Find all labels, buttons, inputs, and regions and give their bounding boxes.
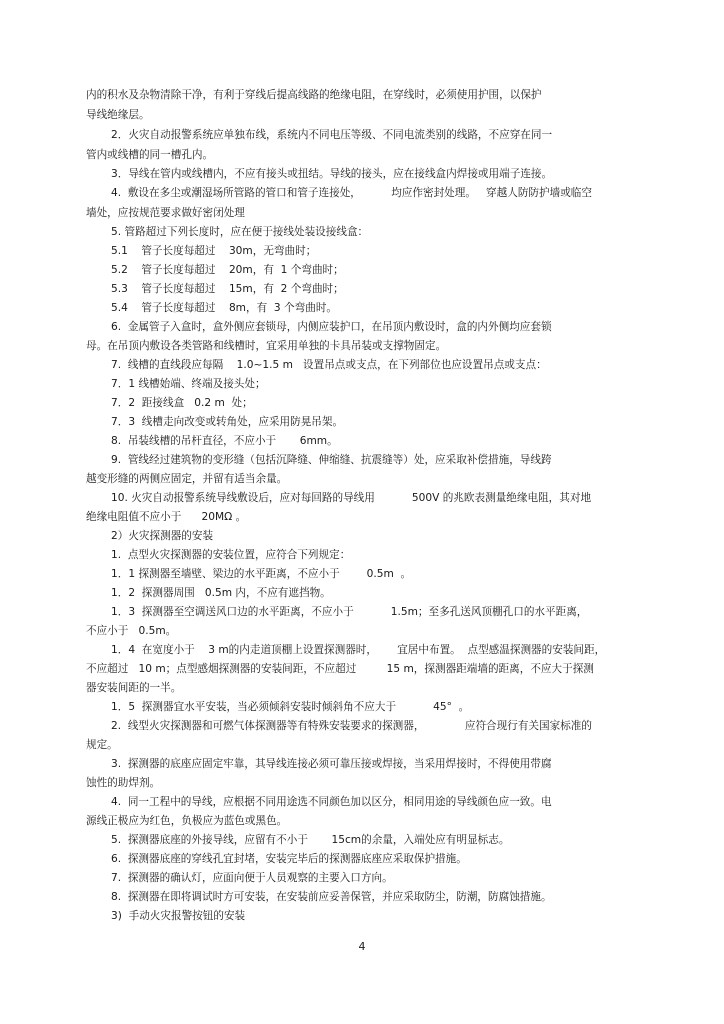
text-line: 4. 同一工程中的导线，应根据不同用途选不同颜色加以区分，相同用途的导线颜色应一致。电 <box>111 796 552 808</box>
text-line: 1．3 探测器至空调送风口边的水平距离，不应小于 1.5m；至多孔送风顶棚孔口的水平距离， <box>111 606 588 618</box>
text-line: 内的积水及杂物清除干净，有利于穿线后提高线路的绝缘电阻，在穿线时，必须使用护围，以保护 <box>86 89 542 101</box>
text-line: 4. 敷设在多尘或潮湿场所管路的管口和管子连接处， 均应作密封处理。 穿越人防防护墙或临空 <box>111 187 592 199</box>
text-line: 1．5 探测器宜水平安装，当必须倾斜安装时倾斜角不应大于 45° 。 <box>111 701 470 713</box>
text-line: 9. 管线经过建筑物的变形缝（包括沉降缝、伸缩缝、抗震缝等）处，应采取补偿措施，导线跨 <box>111 454 552 466</box>
text-line: 8. 探测器在即将调试时方可安装，在安装前应妥善保管，并应采取防尘，防潮，防腐蚀措施。 <box>111 891 552 903</box>
page-number: 4 <box>358 940 366 953</box>
section-heading: 3) 手动火灾报警按钮的安装 <box>111 910 246 922</box>
text-line: 不应超过 10 m；点型感烟探测器的安装间距，不应超过 15 m，探测器距端墙的距离，不应大于探测 <box>86 663 594 675</box>
text-line: 管内或线槽的同一槽孔内。 <box>86 149 214 161</box>
text-line: 7. 探测器的确认灯，应面向便于人员观察的主要入口方向。 <box>111 872 393 884</box>
text-line: 2. 线型火灾探测器和可燃气体探测器等有特殊安装要求的探测器， 应符合现行有关国家标准的 <box>111 720 592 732</box>
text-line: 5.2 管子长度每超过 20m，有 1 个弯曲时； <box>111 264 344 276</box>
text-line: 1. 点型火灾探测器的安装位置，应符合下列规定： <box>111 549 351 561</box>
text-line: 2．火灾自动报警系统应单独布线，系统内不同电压等级、不同电流类别的线路，不应穿在同一 <box>111 129 553 141</box>
text-line: 1．4 在宽度小于 3 m的内走道顶棚上设置探测器时， 宜居中布置。 点型感温探测器的安装间距， <box>111 644 606 656</box>
text-line: 5.4 管子长度每超过 8m，有 3 个弯曲时。 <box>111 302 338 314</box>
text-line: 5.1 管子长度每超过 30m，无弯曲时； <box>111 245 317 257</box>
text-line: 6. 探测器底座的穿线孔宜封堵，安装完毕后的探测器底座应采取保护措施。 <box>111 853 467 865</box>
text-line: 绝缘电阻值不应小于 20MΩ 。 <box>86 511 247 523</box>
text-line: 规定。 <box>86 739 118 751</box>
text-line: 6. 金属管子入盒时，盒外侧应套锁母，内侧应装护口，在吊顶内敷设时，盒的内外侧均应套锁 <box>111 321 552 333</box>
text-line: 墙处，应按规范要求做好密闭处理 <box>86 207 245 219</box>
text-line: 1．1 探测器至墙壁、梁边的水平距离，不应小于 0.5m 。 <box>111 568 412 580</box>
text-line: 源线正极应为红色，负极应为蓝色或黑色。 <box>86 815 288 827</box>
text-line: 蚀性的助焊剂。 <box>86 777 161 789</box>
text-line: 10. 火灾自动报警系统导线敷设后，应对每回路的导线用 500V 的兆欧表测量绝缘电阻，其对地 <box>111 492 592 504</box>
text-line: 器安装间距的一半。 <box>86 682 182 694</box>
text-line: 母。在吊顶内敷设各类管路和线槽时，宜采用单独的卡具吊装或支撑物固定。 <box>86 340 447 352</box>
text-line: 3．导线在管内或线槽内，不应有接头或扭结。导线的接头，应在接线盒内焊接或用端子连接。 <box>111 168 553 180</box>
text-line: 1．2 探测器周围 0.5m 内，不应有遮挡物。 <box>111 587 331 599</box>
text-line: 5.3 管子长度每超过 15m，有 2 个弯曲时； <box>111 283 344 295</box>
text-line: 3. 探测器的底座应固定牢靠，其导线连接必须可靠压接或焊接，当采用焊接时，不得使用带腐 <box>111 758 552 770</box>
text-line: 7. 线槽的直线段应每隔 1.0~1.5 m 设置吊点或支点，在下列部位也应设置吊点或支点： <box>111 359 547 371</box>
text-line: 越变形缝的两侧应固定，并留有适当余量。 <box>86 473 288 485</box>
text-line: 7．1 线槽始端、终端及接头处； <box>111 378 266 390</box>
text-line: 5. 探测器底座的外接导线，应留有不小于 15cm的余量，入端处应有明显标志。 <box>111 834 510 846</box>
text-line: 7．3 线槽走向改变或转角处，应采用防晃吊架。 <box>111 416 344 428</box>
text-line: 8. 吊装线槽的吊杆直径，不应小于 6mm。 <box>111 435 338 447</box>
text-line: 导线绝缘层。 <box>86 109 150 121</box>
text-line: 5. 管路超过下列长度时，应在便于接线处装设接线盒： <box>111 226 369 238</box>
text-line: 不应小于 0.5m。 <box>86 625 177 637</box>
text-line: 7．2 距接线盒 0.2 m 处； <box>111 397 253 409</box>
section-heading: 2）火灾探测器的安装 <box>111 530 214 542</box>
